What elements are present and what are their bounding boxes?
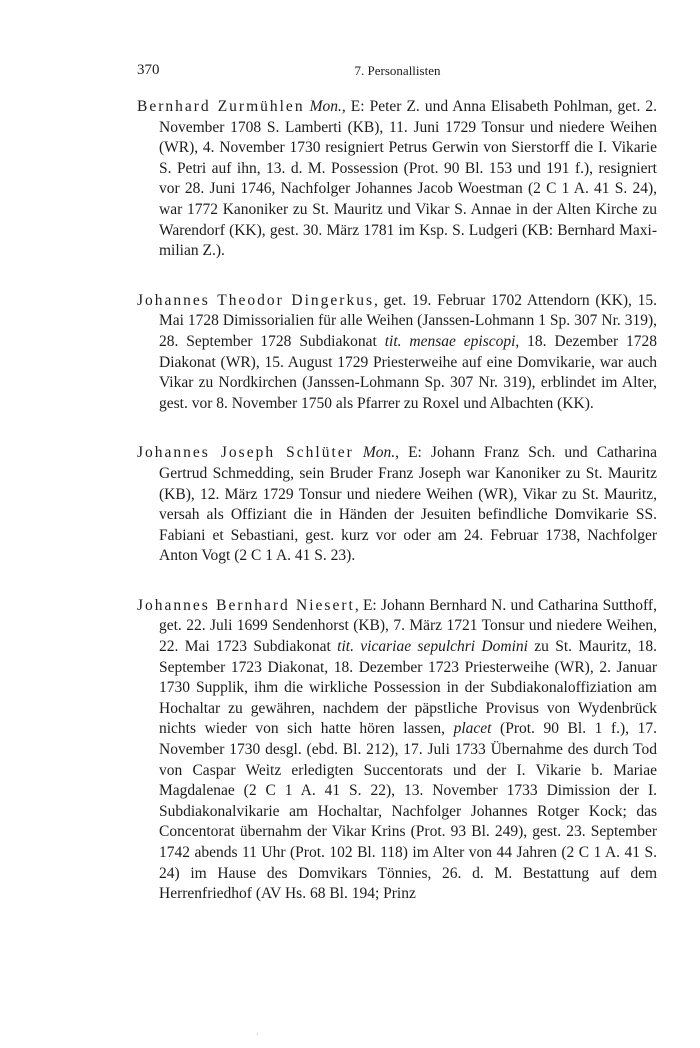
- biography-entry: [137, 443, 657, 567]
- biography-entry: [137, 97, 657, 262]
- entry-text: , 18. Dezember 1728 Diakonat (WR), 15. August 1729 Priesterweihe auf eine Domvikarie, war auch Vikar zu Nordkirchen (Janssen-Lohmann Sp. 307 Nr. 319), erblindet im Alter, gest. vor 8. November 1750 als Pfarrer zu Roxel und Albachten (KK).: [159, 332, 658, 412]
- person-name: Johannes Joseph Schlüter: [137, 444, 354, 462]
- entry-text: zu St. Mauritz, 18. September 1723 Diakonat, 18. Dezember 1723 Priesterweihe (WR), 2. Januar 1730 Supplik, ihm die wirkliche Possession in der Subdiakonaloffiziation am Hochaltar zu gewähren, nachdem der päpstliche Provisus von Wydenbrück nichts wieder von sich hatte hören lassen,: [159, 638, 658, 738]
- page-number: 370: [137, 62, 160, 78]
- biography-entry: [137, 596, 657, 905]
- entry-text-italic: placet: [453, 720, 492, 738]
- person-name: Johannes Theodor Dingerkus: [137, 291, 374, 309]
- entry-text-italic: Mon.: [309, 98, 342, 115]
- entry-text: , E: Johann Franz Sch. und Catharina Gertrud Schmedding, sein Bruder Franz Joseph war Kanoniker zu St. Mauritz (KB), 12. März 1729 Tonsur und niedere Weihen (WR), Vikar zu St. Mauritz, versah als Offiziant die in Händen der Jesuiten befindliche Domvikarie SS. Fabiani et Sebastiani, gest. kurz vor oder am 24. Februar 1738, Nachfolger Anton Vogt (2 C 1 A. 41 S. 23).: [159, 444, 657, 565]
- entry-text: , E: Johann Bernhard N. und Catharina Sutthoff, get. 22. Juli 1699 Sendenhorst (KB), 7. März 1721 Tonsur und niedere Weihen, 22. Mai 1723 Subdiakonat: [159, 596, 657, 656]
- entry-text: , E: Peter Z. und Anna Elisabeth Pohlman, get. 2. November 1708 S. Lamberti (KB), 11. Juni 1729 Tonsur und niedere Weihen (WR), 4. November 1730 resigniert Petrus Gerwin von Sierstorff die I. Vikarie S. Petri auf ihn, 13. d. M. Possession (Prot. 90 Bl. 153 und 191 f.), resigniert vor 28. Juni 1746, Nachfolger Johannes Jacob Woestman (2 C 1 A. 41 S. 24), war 1772 Kanoniker zu St. Mauritz und Vikar S. Annae in der Alten Kirche zu Warendorf (KK), gest. 30. März 1781 im Ksp. S. Ludgeri (KB: Bernhard Maximilian Z.).: [159, 98, 658, 260]
- entry-text-italic: tit. vicariae sepulchri Domini: [337, 638, 528, 656]
- entry-text-italic: tit. mensae episcopi: [384, 332, 516, 350]
- entry-list: [137, 97, 657, 934]
- entry-text: , get. 19. Februar 1702 Attendorn (KK), 15. Mai 1728 Dimissorialien für alle Weihen (Janssen-Lohmann 1 Sp. 307 Nr. 319), 28. September 1728 Subdiakonat: [159, 291, 657, 350]
- person-name: Johannes Bernhard Niesert: [137, 596, 355, 614]
- entry-text: (Prot. 90 Bl. 1 f.), 17. November 1730 desgl. (ebd. Bl. 212), 17. Juli 1733 Übernahme des durch Tod von Caspar Weitz erledigten Succentorats und der I. Vikarie b. Mariae Magdalenae (2 C 1 A. 41 S. 22), 13. November 1733 Dimission der I. Subdiakonalvikarie am Hochaltar, Nachfolger Johannes Rotger Kock; das Concentorat übernahm der Vikar Krins (Prot. 93 Bl. 249), gest. 23. September 1742 abends 11 Uhr (Prot. 102 Bl. 118) im Alter von 44 Jahren (2 C 1 A. 41 S. 24) im Hause des Domvikars Tönnies, 26. d. M. Bestattung auf dem Herrenfriedhof (AV Hs. 68 Bl. 194; Prinz: [159, 720, 657, 903]
- entry-text: [354, 444, 363, 461]
- biography-entry: [137, 291, 657, 415]
- entry-text-italic: Mon.: [362, 444, 396, 462]
- page-header: [137, 62, 658, 84]
- person-name: Bernhard Zurmühlen: [137, 98, 305, 115]
- running-head: 7. Personallisten: [354, 63, 441, 78]
- scan-mark: ·: [256, 1030, 259, 1039]
